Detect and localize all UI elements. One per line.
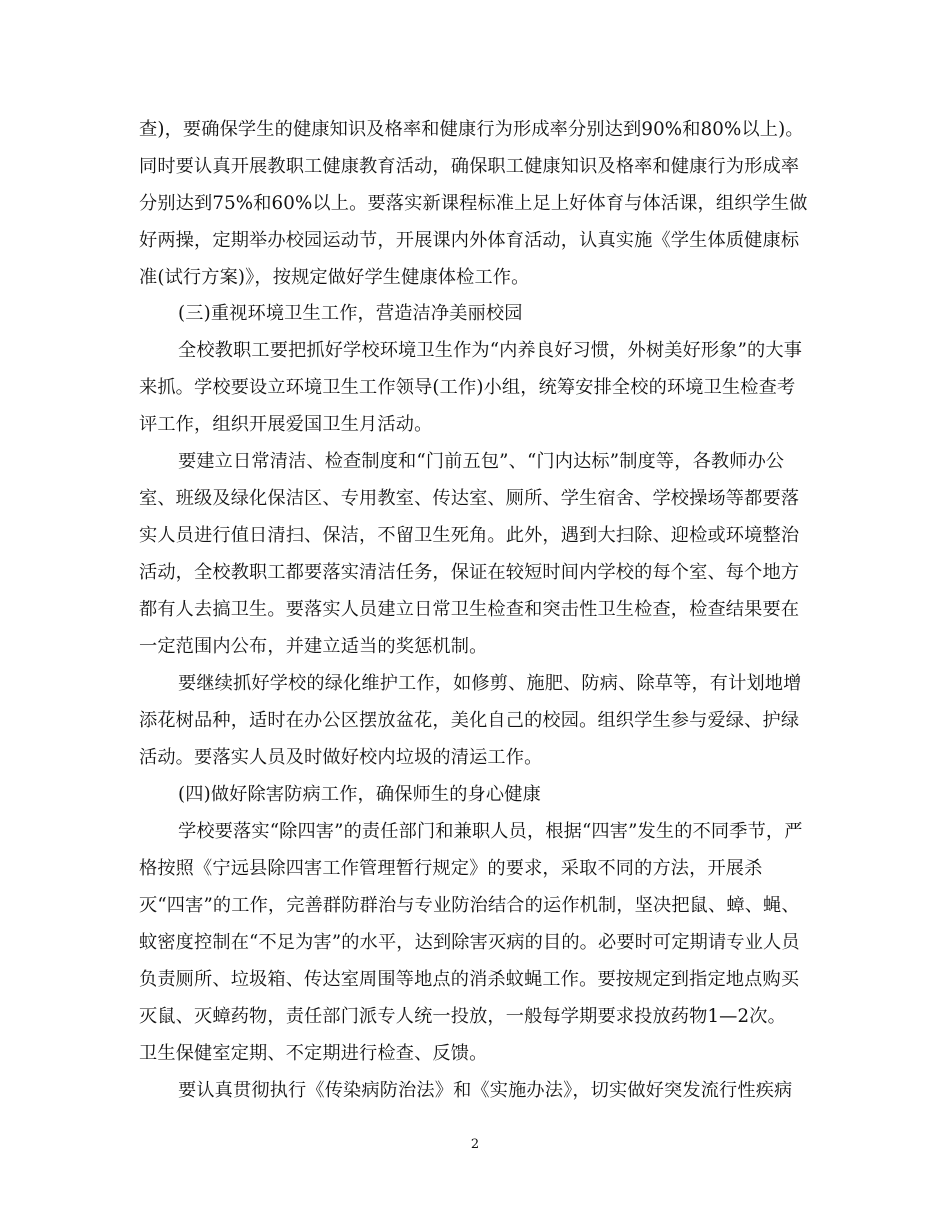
text-line: 一定范围内公布，并建立适当的奖惩机制。: [139, 636, 488, 657]
text-line: 添花树品种，适时在办公区摆放盆花，美化自己的校园。组织学生参与爱绿、护绿: [139, 710, 800, 731]
text-line: 灭“四害”的工作，完善群防群治与专业防治结合的运作机制，坚决把鼠、蟑、蝇、: [139, 895, 800, 916]
text-line: 蚊密度控制在“不足为害”的水平，达到除害灭病的目的。必要时可定期请专业人员: [139, 932, 800, 953]
text-line: 准(试行方案)》，按规定做好学生健康体检工作。: [139, 267, 530, 288]
text-line: 来抓。学校要设立环境卫生工作领导(工作)小组，统筹安排全校的环境卫生检查考: [139, 377, 796, 398]
text-line: 都有人去搞卫生。要落实人员建立日常卫生检查和突击性卫生检查，检查结果要在: [139, 599, 800, 620]
text-line: 要认真贯彻执行《传染病防治法》和《实施办法》，切实做好突发流行性疾病: [178, 1080, 793, 1101]
text-line: 实人员进行值日清扫、保洁，不留卫生死角。此外，遇到大扫除、迎检或环境整治: [139, 525, 800, 546]
text-line: 要继续抓好学校的绿化维护工作，如修剪、施肥、防病、除草等，有计划地增: [178, 673, 802, 694]
text-line: 要建立日常清洁、检查制度和“门前五包”、“门内达标”制度等，各教师办公: [178, 451, 785, 472]
text-line: 查)，要确保学生的健康知识及格率和健康行为形成率分别达到90%和80%以上)。: [139, 119, 804, 140]
section-heading: (四)做好除害防病工作，确保师生的身心健康: [178, 784, 541, 805]
text-line: 灭鼠、灭蟑药物，责任部门派专人统一投放，一般每学期要求投放药物1—2次。: [139, 1006, 786, 1027]
text-line: 评工作，组织开展爱国卫生月活动。: [139, 414, 433, 435]
text-line: 负责厕所、垃圾箱、传达室周围等地点的消杀蚊蝇工作。要按规定到指定地点购买: [139, 969, 800, 990]
page-number: 2: [470, 1137, 480, 1152]
text-line: 活动，全校教职工都要落实清洁任务，保证在较短时间内学校的每个室、每个地方: [139, 562, 800, 583]
text-line: 室、班级及绿化保洁区、专用教室、传达室、厕所、学生宿舍、学校操场等都要落: [139, 488, 800, 509]
text-line: 全校教职工要把抓好学校环境卫生作为“内养良好习惯，外树美好形象”的大事: [178, 340, 803, 361]
text-line: 同时要认真开展教职工健康教育活动，确保职工健康知识及格率和健康行为形成率: [139, 156, 800, 177]
section-heading: (三)重视环境卫生工作，营造洁净美丽校园: [178, 303, 523, 324]
text-line: 活动。要落实人员及时做好校内垃圾的清运工作。: [139, 747, 543, 768]
text-line: 好两操，定期举办校园运动节，开展课内外体育活动，认真实施《学生体质健康标: [139, 230, 800, 251]
text-line: 格按照《宁远县除四害工作管理暂行规定》的要求，采取不同的方法，开展杀: [139, 858, 763, 879]
text-line: 分别达到75%和60%以上。要落实新课程标准上足上好体育与体活课，组织学生做: [139, 193, 808, 214]
text-line: 卫生保健室定期、不定期进行检查、反馈。: [139, 1043, 488, 1064]
text-line: 学校要落实“除四害”的责任部门和兼职人员，根据“四害”发生的不同季节，严: [178, 821, 803, 842]
